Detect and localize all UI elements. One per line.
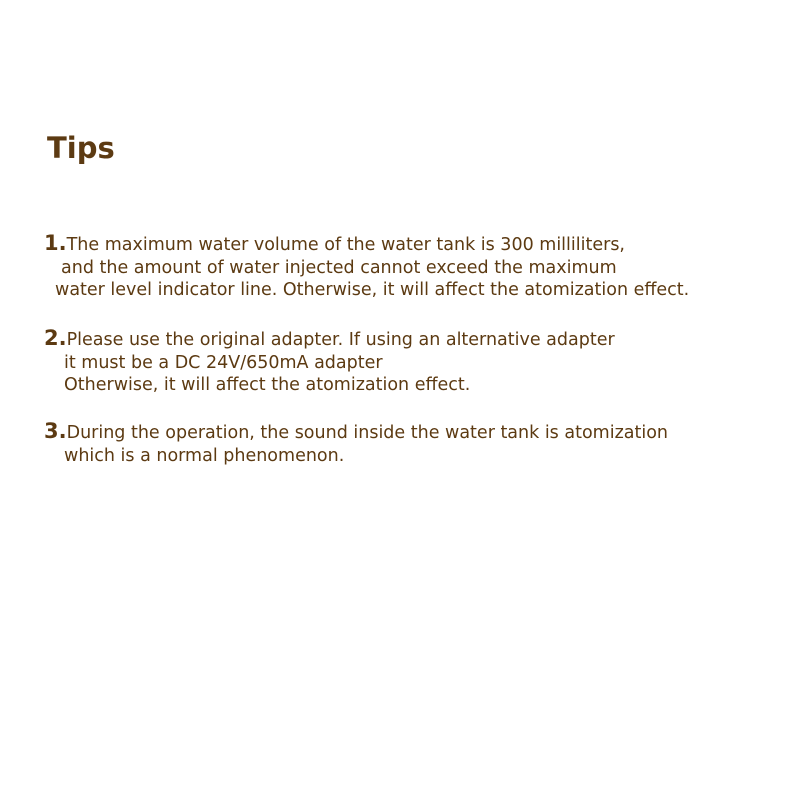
tip-text: it must be a DC 24V/650mA adapter [64, 352, 383, 373]
tip-line [44, 232, 689, 257]
tip-text: and the amount of water injected cannot exceed the maximum [61, 257, 617, 278]
tip-text: water level indicator line. Otherwise, it will affect the atomization effect. [55, 280, 690, 300]
page-title: Tips [47, 131, 115, 165]
tip-text: Otherwise, it will affect the atomization effect. [64, 375, 471, 395]
tip-item-1 [44, 232, 689, 302]
tip-number: 1. [44, 231, 67, 255]
tip-text: During the operation, the sound inside the water tank is atomization [66, 423, 668, 443]
tip-text: which is a normal phenomenon. [64, 445, 345, 466]
tip-item-2 [44, 327, 615, 397]
tip-line [44, 420, 668, 445]
tip-item-3 [44, 420, 668, 467]
tip-text: Please use the original adapter. If using an alternative adapter [66, 330, 615, 350]
tip-number: 3. [44, 419, 67, 443]
tip-text: The maximum water volume of the water tank is 300 milliliters, [66, 235, 625, 255]
tip-line [44, 327, 615, 352]
tip-number: 2. [44, 326, 67, 350]
